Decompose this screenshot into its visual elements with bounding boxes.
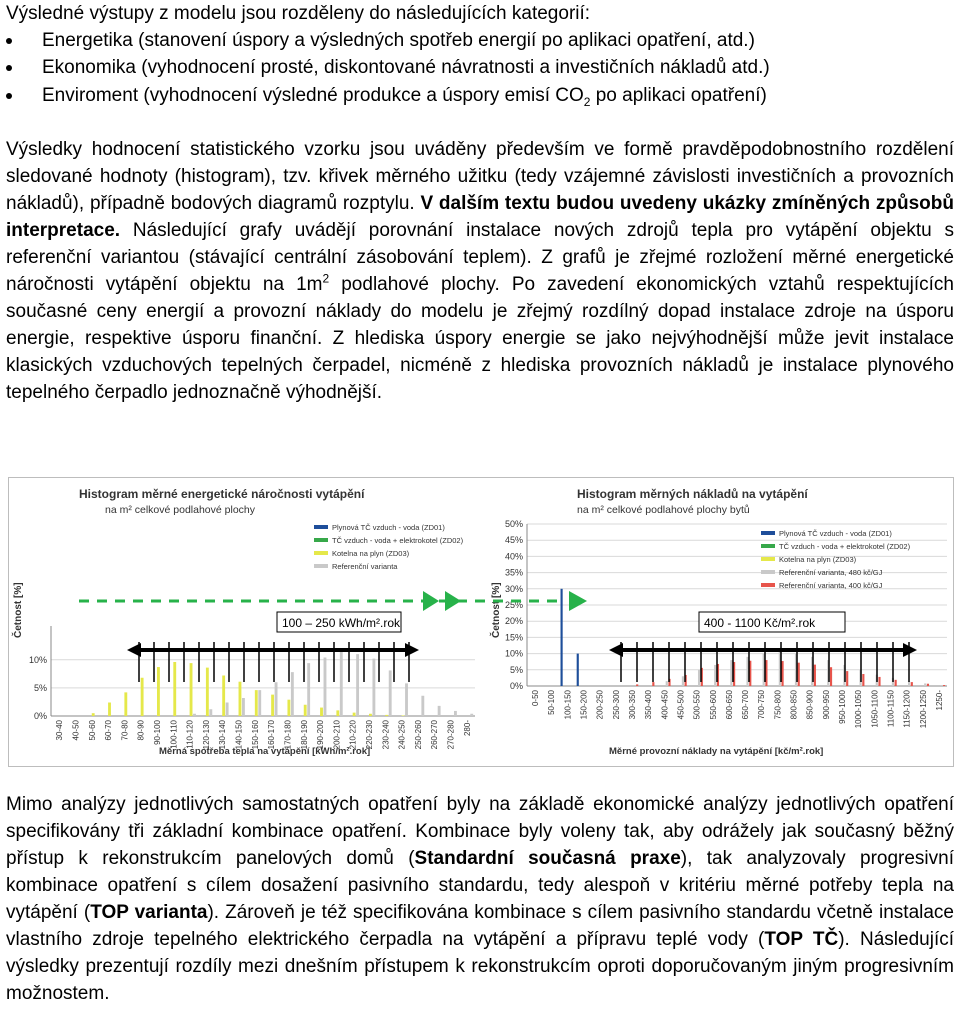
list-item-text: Enviroment (vyhodnocení výsledné produkce a úspory emisí $CO_2$ po aplikaci opatření) xyxy=(42,85,767,109)
bar xyxy=(927,684,929,686)
bar xyxy=(287,700,290,716)
bar xyxy=(190,663,193,716)
bar xyxy=(814,665,816,686)
histogram-figure xyxy=(8,477,954,767)
y-tick-label: 20% xyxy=(504,616,523,627)
bar xyxy=(336,710,339,716)
legend-swatch xyxy=(761,531,775,535)
x-tick-label: 1150-1200 xyxy=(902,690,912,728)
legend-swatch xyxy=(761,544,775,548)
bar xyxy=(470,714,473,716)
bar xyxy=(846,671,848,686)
bar xyxy=(108,703,111,717)
x-tick-label: 280- xyxy=(462,720,472,737)
bar xyxy=(255,690,258,716)
chart-left xyxy=(11,480,481,762)
bar xyxy=(730,660,732,686)
legend-entry: Referenční varianta, 480 kč/GJ xyxy=(779,568,883,577)
bullet-icon xyxy=(6,38,12,44)
bold-term: TOP varianta xyxy=(90,902,208,923)
x-tick-label: 1000-1050 xyxy=(854,690,864,729)
x-tick-label: 250-300 xyxy=(611,690,621,720)
x-tick-label: 100-150 xyxy=(563,690,573,720)
legend-swatch xyxy=(314,564,328,568)
x-tick-label: 220-230 xyxy=(365,720,374,750)
bar xyxy=(652,682,654,686)
y-tick-label: 15% xyxy=(504,632,523,643)
x-tick-label: 400-450 xyxy=(660,690,670,720)
x-tick-label: 270-280 xyxy=(446,720,456,750)
bar xyxy=(421,696,424,716)
bar xyxy=(209,709,212,716)
y-tick-label: 0% xyxy=(33,711,47,721)
x-tick-label: 140-150 xyxy=(234,720,244,750)
x-tick-label: 1250- xyxy=(934,690,944,711)
x-tick-label: 180-190 xyxy=(299,720,309,750)
legend-swatch xyxy=(314,525,328,529)
bar xyxy=(226,703,229,717)
y-tick-label: 50% xyxy=(504,519,523,529)
bar xyxy=(372,659,375,716)
y-tick-label: 40% xyxy=(504,551,523,562)
bar xyxy=(798,663,800,686)
bar xyxy=(577,654,579,686)
bar xyxy=(924,683,926,686)
bar xyxy=(320,708,323,716)
x-tick-label: 800-850 xyxy=(789,690,799,720)
x-tick-label: 150-160 xyxy=(250,720,260,750)
legend-entry: Kotelna na plyn (ZD03) xyxy=(779,555,857,564)
x-tick-label: 600-650 xyxy=(724,690,734,720)
bar xyxy=(92,713,95,716)
bar xyxy=(561,589,563,686)
chart-right-title: Histogram měrných nákladů na vytápění xyxy=(577,487,808,501)
chart-left-title: Histogram měrné energetické náročnosti vytápění xyxy=(79,487,365,501)
bar xyxy=(340,651,343,716)
x-tick-label: 170-180 xyxy=(283,720,293,750)
y-tick-label: 5% xyxy=(509,664,523,675)
y-tick-label: 10% xyxy=(504,648,523,659)
legend-swatch xyxy=(761,570,775,574)
chart-right-subtitle: na m² celkové podlahové plochy bytů xyxy=(577,504,750,516)
x-tick-label: 120-130 xyxy=(201,720,211,750)
bar xyxy=(242,698,245,716)
intro-text: Výsledné výstupy z modelu jsou rozděleny do následujících kategorií: xyxy=(6,3,591,24)
bar xyxy=(324,658,327,717)
bar xyxy=(239,682,242,716)
x-tick-label: 50-100 xyxy=(547,690,557,715)
bar xyxy=(454,711,457,716)
x-tick-label: 60-70 xyxy=(104,720,114,741)
bar xyxy=(353,713,356,716)
chart-right-ylabel: Četnost [%] xyxy=(491,582,502,638)
legend-entry: Referenční varianta xyxy=(332,562,398,571)
bold-term: Standardní současná praxe xyxy=(414,848,681,869)
chart-right-xlabel: Měrné provozní náklady na vytápění [kč/m².rok] xyxy=(609,746,824,757)
x-tick-label: 80-90 xyxy=(136,720,146,741)
legend-swatch xyxy=(761,583,775,587)
bar xyxy=(830,667,832,686)
legend-entry: Kotelna na plyn (ZD03) xyxy=(332,549,410,558)
x-tick-label: 160-170 xyxy=(267,720,277,750)
bar xyxy=(307,663,310,716)
x-tick-label: 1050-1100 xyxy=(870,690,880,728)
bar xyxy=(698,670,700,686)
x-tick-label: 50-60 xyxy=(87,720,97,741)
bar xyxy=(405,683,408,716)
x-tick-label: 190-200 xyxy=(316,720,326,750)
x-tick-label: 300-350 xyxy=(628,690,637,720)
bar xyxy=(222,676,225,717)
histograms-svg xyxy=(9,478,953,766)
x-tick-label: 850-900 xyxy=(805,690,815,720)
bar xyxy=(862,674,864,686)
x-tick-label: 450-500 xyxy=(676,690,686,720)
bar xyxy=(271,695,274,716)
list-item-text: Ekonomika (vyhodnocení prosté, diskontované návratnosti a investičních nákladů atd.) xyxy=(42,57,770,78)
x-tick-label: 110-120 xyxy=(185,720,195,749)
x-tick-label: 240-250 xyxy=(397,720,407,750)
y-tick-label: 45% xyxy=(504,535,523,546)
bar xyxy=(389,670,392,716)
y-tick-label: 35% xyxy=(504,567,523,578)
x-tick-label: 250-260 xyxy=(413,720,423,750)
bar xyxy=(157,667,160,716)
y-tick-label: 30% xyxy=(504,583,523,594)
bullet-icon xyxy=(6,65,12,71)
bar xyxy=(369,714,372,716)
annotation-label-left: 100 – 250 kWh/m².rok xyxy=(282,616,401,630)
x-tick-label: 260-270 xyxy=(430,720,440,750)
y-tick-label: 10% xyxy=(28,654,47,665)
legend-entry: Plynová TČ vzduch - voda (ZD01) xyxy=(332,523,445,532)
bold-sentence: V dalším textu budou uvedeny ukázky zmíněných způsobů interpretace. xyxy=(6,193,954,241)
bar xyxy=(911,682,913,686)
bar xyxy=(943,685,945,686)
bar xyxy=(141,678,144,716)
x-tick-label: 70-80 xyxy=(120,720,130,741)
chart-left-ylabel: Četnost [%] xyxy=(13,582,24,638)
x-tick-label: 200-250 xyxy=(595,690,605,720)
x-tick-label: 0-50 xyxy=(531,690,541,707)
bar xyxy=(782,661,784,686)
x-tick-label: 230-240 xyxy=(381,720,391,750)
bar xyxy=(291,672,294,716)
bar xyxy=(940,685,942,686)
bar xyxy=(402,715,405,716)
bar xyxy=(173,662,176,716)
chart-left-xlabel: Měrná spotřeba tepla na vytápění [kWh/m².rok] xyxy=(159,746,371,757)
bar xyxy=(356,654,359,716)
legend-swatch xyxy=(314,551,328,555)
x-tick-label: 350-400 xyxy=(644,690,654,720)
legend-entry: Plynová TČ vzduch - voda (ZD01) xyxy=(779,529,892,538)
bold-term: TOP TČ xyxy=(764,929,839,950)
results-paragraph: Výsledky hodnocení statistického vzorku jsou uváděny především ve formě pravděpodobnostního rozdělení sledované hodnoty (histogram), tzv. křivek měrného užitku (tedy vzájemné závislosti investičních a provozních nákladů), případně bodových diagramů rozptylu. V dalším textu budou uvedeny ukázky zmíněných způsobů interpretace. Následující grafy uvádějí porovnání instalace nových zdrojů tepla pro vytápění objektu s referenční variantou (stávající centrální zásobování teplem). Z grafů je zřejmé rozložení měrné energetické náročnosti vytápění objektu na $1m^2$ podlahové plochy. Po zavedení ekonomických vztahů respektujících současné ceny energií a provozní náklady do modelu je zřejmý rozdílný dopad instalace zdroje na úsporu energie, respektive úsporu finanční. Z hlediska úspory energie se jako nejvýhodnější může jevit instalace klasických vzduchových tepelných čerpadel, nicméně z hlediska provozních nákladů je instalace plynového tepelného čerpadlo jednoznačně výhodnější. xyxy=(6,139,954,403)
bar xyxy=(193,714,196,716)
x-tick-label: 1100-1150 xyxy=(886,690,896,728)
bar xyxy=(714,665,716,686)
x-tick-label: 30-40 xyxy=(55,720,65,741)
x-tick-label: 90-100 xyxy=(153,720,162,745)
bar xyxy=(124,692,127,716)
legend-swatch xyxy=(314,538,328,542)
y-tick-label: 25% xyxy=(504,600,523,610)
x-tick-label: 750-800 xyxy=(773,690,783,720)
bar xyxy=(258,690,261,716)
x-tick-label: 1200-1250 xyxy=(918,690,928,729)
x-tick-label: 650-700 xyxy=(741,690,751,720)
x-tick-label: 210-220 xyxy=(348,720,358,750)
bullet-icon xyxy=(6,93,12,99)
y-tick-label: 0% xyxy=(509,681,523,691)
x-tick-label: 200-210 xyxy=(332,720,342,750)
legend-swatch xyxy=(761,557,775,561)
annotation-label-right: 400 - 1100 Kč/m².rok xyxy=(704,616,816,630)
bar xyxy=(636,684,638,686)
x-tick-label: 130-140 xyxy=(218,720,228,750)
y-tick-label: 5% xyxy=(33,682,47,693)
x-tick-label: 40-50 xyxy=(71,720,81,741)
list-item-text: Energetika (stanovení úspory a výsledných spotřeb energií po aplikaci opatření, atd.) xyxy=(42,30,755,51)
bar xyxy=(878,677,880,686)
x-tick-label: 950-1000 xyxy=(838,690,847,724)
bar xyxy=(385,715,388,716)
bar xyxy=(438,706,441,716)
x-tick-label: 500-550 xyxy=(692,690,702,720)
x-tick-label: 900-950 xyxy=(821,690,831,720)
chart-left-subtitle: na m² celkové podlahové plochy xyxy=(105,504,256,516)
bar xyxy=(666,681,668,686)
bar xyxy=(895,680,897,686)
x-tick-label: 550-600 xyxy=(708,690,718,720)
bar xyxy=(275,682,278,716)
x-tick-label: 150-200 xyxy=(579,690,589,720)
legend-entry: TČ vzduch - voda + elektrokotel (ZD02) xyxy=(779,542,911,551)
legend-entry: Referenční varianta, 400 kč/GJ xyxy=(779,581,883,590)
bar xyxy=(682,676,684,686)
combinations-paragraph: Mimo analýzy jednotlivých samostatných opatření byly na základě ekonomické analýzy jednotlivých opatření specifikovány tři základní kombinace opatření. Kombinace byly voleny tak, aby odrážely jak současný běžný přístup k rekonstrukcím panelových domů (Standardní současná praxe), tak analyzovaly progresivní kombinace opatření s cílem dosažení pasivního standardu, tedy alespoň v kritériu měrné potřeby tepla na vytápění (TOP varianta). Zároveň je též specifikována kombinace s cílem pasivního standardu včetně instalace vlastního zdroje tepelného elektrického čerpadla na vytápění a přípravu teplé vody (TOP TČ). Následující výsledky prezentují rozdíly mezi dnešním přístupem k rekonstrukcím oproti doporučovaným jiným progresivním možnostem. xyxy=(6,794,955,1004)
bar xyxy=(304,705,307,716)
x-tick-label: 700-750 xyxy=(757,690,767,720)
bar xyxy=(206,668,209,716)
legend-entry: TČ vzduch - voda + elektrokotel (ZD02) xyxy=(332,536,464,545)
x-tick-label: 100-110 xyxy=(169,720,179,749)
